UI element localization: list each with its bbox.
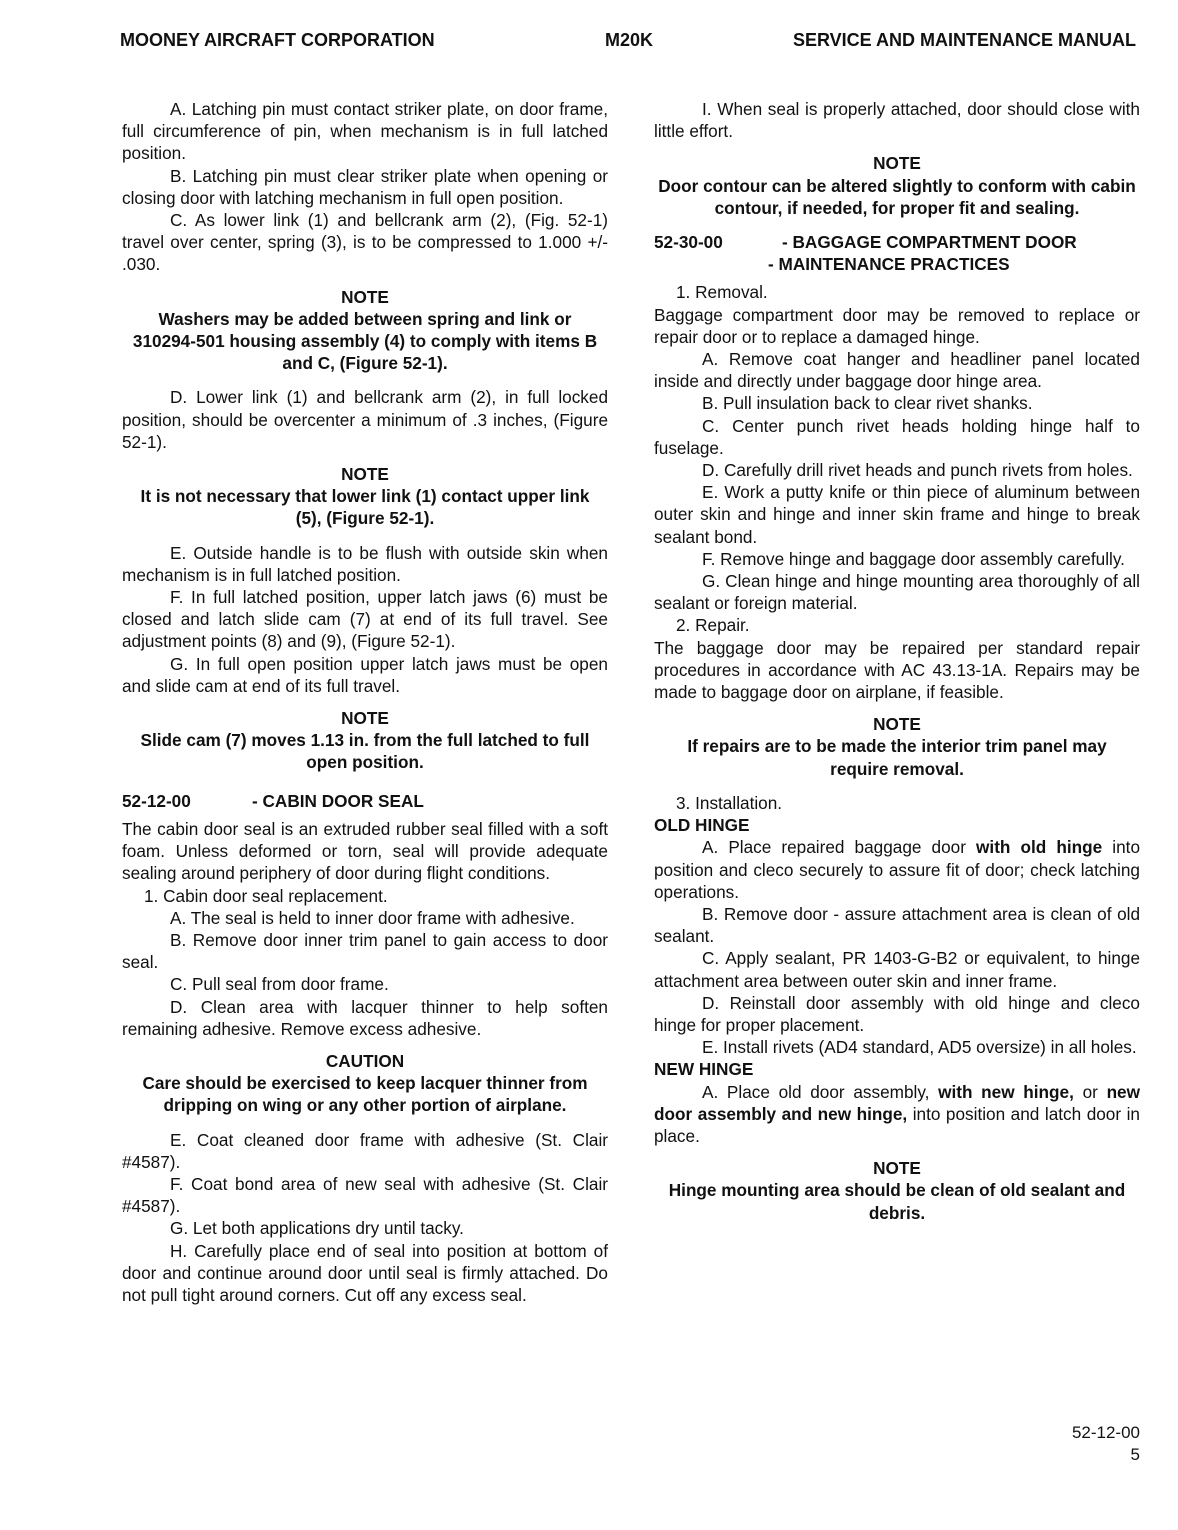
paragraph: C. As lower link (1) and bellcrank arm (2), (Fig. 52-1) travel over center, spring (3), is to be compressed to 1.000 +/- .030.	[122, 210, 608, 275]
section-number: 52-12-00	[122, 790, 191, 811]
note-text: Washers may be added between spring and link or 310294-501 housing assembly (4) to comply with items B and C, (Figure 52-1).	[132, 308, 598, 374]
section-title: - BAGGAGE COMPARTMENT DOOR	[782, 232, 1077, 253]
text-run: into position and cleco securely to assure fit of door; check latching operations.	[654, 837, 1141, 902]
paragraph: D. Lower link (1) and bellcrank arm (2), in full locked position, should be overcenter a minimum of .3 inches, (Figure 52-1).	[122, 387, 608, 452]
paragraph: G. Clean hinge and hinge mounting area thoroughly of all sealant or foreign material.	[654, 571, 1140, 614]
right-column	[654, 98, 1140, 1224]
section-heading	[654, 231, 1140, 275]
paragraph: F. Remove hinge and baggage door assembly carefully.	[702, 548, 1125, 569]
paragraph: I. When seal is properly attached, door should close with little effort.	[654, 99, 1140, 142]
text-run-bold: with new hinge,	[938, 1081, 1074, 1102]
paragraph: B. Remove door - assure attachment area is clean of old sealant.	[654, 903, 1140, 947]
paragraph: 3. Installation.	[676, 792, 783, 813]
note-text: Hinge mounting area should be clean of old sealant and debris.	[668, 1180, 1126, 1223]
page-number: 5	[1130, 1445, 1140, 1464]
note-heading: NOTE	[341, 708, 389, 729]
paragraph: E. Install rivets (AD4 standard, AD5 oversize) in all holes.	[702, 1037, 1137, 1058]
note-text: Slide cam (7) moves 1.13 in. from the full latched to full open position.	[140, 730, 590, 773]
subheading-old-hinge: OLD HINGE	[654, 815, 750, 836]
paragraph: F. In full latched position, upper latch jaws (6) must be closed and latch slide cam (7) at end of its full travel. See adjustment points (8) and (9), (Figure 52-1).	[122, 587, 608, 652]
paragraph: E. Coat cleaned door frame with adhesive (St. Clair #4587).	[122, 1129, 608, 1172]
paragraph: 1. Cabin door seal replacement.	[144, 885, 388, 906]
section-number: 52-30-00	[654, 232, 723, 253]
paragraph: E. Outside handle is to be flush with outside skin when mechanism is in full latched position.	[122, 542, 608, 585]
page-footer	[1072, 1422, 1140, 1466]
paragraph: B. Latching pin must clear striker plate when opening or closing door with latching mechanism in full open position.	[122, 165, 608, 208]
paragraph	[654, 1081, 1140, 1148]
note-text: If repairs are to be made the interior trim panel may require removal.	[687, 736, 1107, 779]
header-company: MOONEY AIRCRAFT CORPORATION	[120, 30, 435, 50]
note-heading: NOTE	[341, 286, 389, 307]
footer-section-number: 52-12-00	[1071, 1423, 1140, 1442]
paragraph: Baggage compartment door may be removed to replace or repair door or to replace a damaged hinge.	[654, 304, 1140, 347]
header-manual-title: SERVICE AND MAINTENANCE MANUAL	[792, 30, 1136, 50]
text-run: A. Place old door assembly,	[702, 1081, 939, 1102]
header-model: M20K	[605, 30, 654, 50]
paragraph: 1. Removal.	[676, 282, 768, 303]
paragraph: F. Coat bond area of new seal with adhesive (St. Clair #4587).	[122, 1173, 608, 1217]
note-heading: NOTE	[873, 153, 921, 174]
note-heading: NOTE	[873, 714, 921, 735]
paragraph	[654, 836, 1140, 903]
paragraph: D. Carefully drill rivet heads and punch rivets from holes.	[702, 460, 1133, 481]
paragraph: The baggage door may be repaired per standard repair procedures in accordance with AC 43.13-1A. Repairs may be made to baggage door on airplane, if feasible.	[654, 637, 1140, 703]
paragraph: The cabin door seal is an extruded rubber seal filled with a soft foam. Unless deformed or torn, seal will provide adequate sealing around periphery of door during flight conditions.	[122, 818, 608, 884]
paragraph: 2. Repair.	[676, 615, 750, 636]
paragraph: A. Latching pin must contact striker plate, on door frame, full circumference of pin, when mechanism is in full latched position.	[122, 99, 608, 164]
paragraph: H. Carefully place end of seal into position at bottom of door and continue around door until seal is firmly attached. Do not pull tight around corners. Cut off any excess seal.	[122, 1240, 608, 1305]
caution-heading: CAUTION	[325, 1050, 405, 1071]
note-text: It is not necessary that lower link (1) contact upper link (5), (Figure 52-1).	[140, 486, 590, 529]
text-run: A. Place repaired baggage door	[702, 837, 977, 858]
section-subtitle: - MAINTENANCE PRACTICES	[768, 254, 1010, 275]
paragraph: G. In full open position upper latch jaws must be open and slide cam at end of its full travel.	[122, 653, 608, 696]
paragraph: D. Reinstall door assembly with old hinge and cleco hinge for proper placement.	[654, 992, 1140, 1035]
paragraph: C. Apply sealant, PR 1403-G-B2 or equivalent, to hinge attachment area between outer skin and inner frame.	[654, 948, 1140, 991]
paragraph: C. Center punch rivet heads holding hinge half to fuselage.	[654, 415, 1140, 458]
paragraph: C. Pull seal from door frame.	[170, 974, 389, 995]
text-run-bold: new door assembly and new hinge,	[654, 1081, 1140, 1124]
text-run: into position and latch door in place.	[654, 1103, 1140, 1146]
note-heading: NOTE	[341, 464, 389, 485]
note-heading: NOTE	[873, 1158, 921, 1179]
text-run: or	[1073, 1081, 1107, 1102]
paragraph: G. Let both applications dry until tacky.	[170, 1218, 464, 1239]
page-header	[120, 30, 1136, 56]
section-heading	[122, 790, 608, 812]
section-title: - CABIN DOOR SEAL	[252, 790, 424, 811]
text-run-bold: with old hinge	[976, 837, 1103, 858]
subheading-new-hinge: NEW HINGE	[654, 1059, 754, 1080]
paragraph: A. The seal is held to inner door frame with adhesive.	[170, 907, 575, 928]
note-text: Door contour can be altered slightly to conform with cabin contour, if needed, for proper fit and sealing.	[658, 175, 1136, 218]
paragraph: B. Remove door inner trim panel to gain access to door seal.	[122, 929, 608, 973]
paragraph: E. Work a putty knife or thin piece of aluminum between outer skin and hinge and inner skin frame and hinge to break sealant bond.	[654, 482, 1140, 547]
caution-text: Care should be exercised to keep lacquer thinner from dripping on wing or any other portion of airplane.	[142, 1073, 588, 1116]
paragraph: B. Pull insulation back to clear rivet shanks.	[702, 393, 1033, 414]
left-column	[122, 98, 608, 1306]
paragraph: A. Remove coat hanger and headliner panel located inside and directly under baggage door hinge area.	[654, 349, 1140, 392]
paragraph: D. Clean area with lacquer thinner to help soften remaining adhesive. Remove excess adhesive.	[122, 996, 608, 1039]
